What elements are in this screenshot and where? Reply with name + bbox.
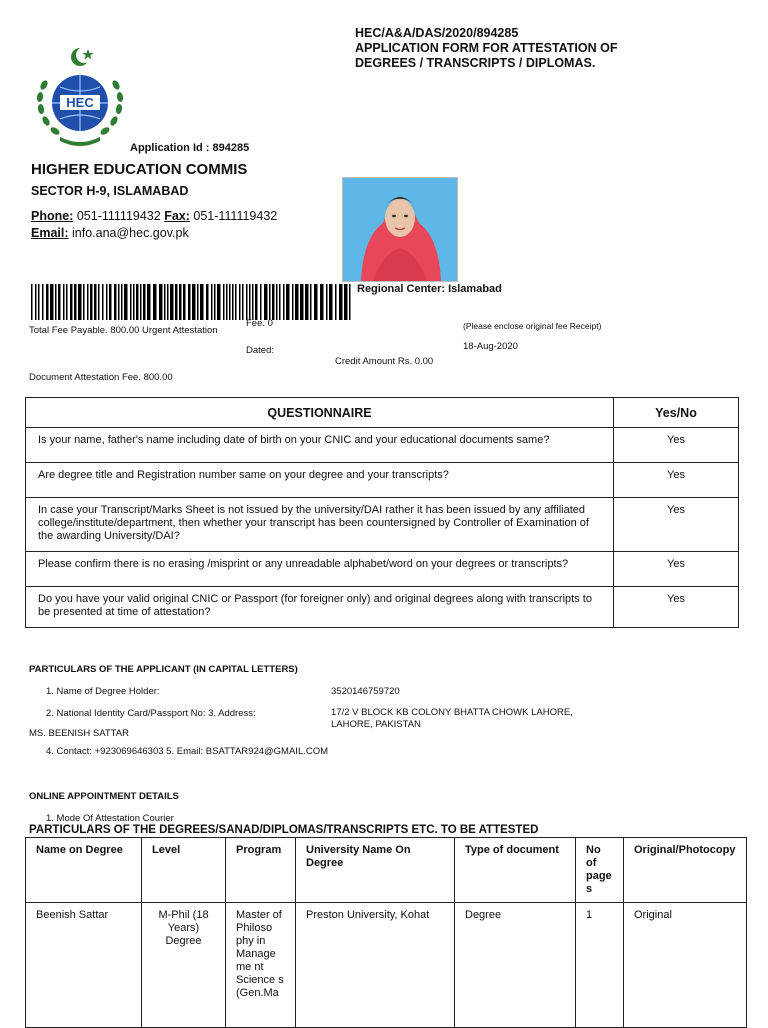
barcode-bar <box>183 284 186 320</box>
dated-value: 18-Aug-2020 <box>463 341 518 352</box>
answer: Yes <box>614 463 739 498</box>
barcode-bar <box>42 284 44 320</box>
regional-center: Regional Center: Islamabad <box>357 283 502 295</box>
col-document-type: Type of document <box>455 838 576 903</box>
applicant-name: MS. BEENISH SATTAR <box>29 728 129 739</box>
barcode-bar <box>349 284 351 320</box>
organization-name: HIGHER EDUCATION COMMIS <box>31 161 248 178</box>
barcode-bar <box>46 284 49 320</box>
barcode-bar <box>106 284 108 320</box>
question: Is your name, father's name including date of birth on your CNIC and your educational documents same? <box>26 428 614 463</box>
phone-line <box>31 208 277 225</box>
fax-label: Fax: <box>164 209 190 223</box>
barcode-bar <box>232 284 234 320</box>
fax-value: 051-111119432 <box>189 209 278 223</box>
barcode-bar <box>143 284 146 320</box>
col-original-photocopy: Original/Photocopy <box>624 838 747 903</box>
barcode-bar <box>70 284 73 320</box>
document-fee: Document Attestation Fee. 800.00 <box>29 372 173 383</box>
barcode-bar <box>295 284 299 320</box>
question: Are degree title and Registration number same on your degree and your transcripts? <box>26 463 614 498</box>
barcode-bar <box>87 284 89 320</box>
barcode-bar <box>279 284 281 320</box>
barcode-bar <box>226 284 228 320</box>
barcode-bar <box>223 284 225 320</box>
barcode-bar <box>118 284 120 320</box>
barcode-bar <box>74 284 77 320</box>
applicant-photo <box>342 177 458 282</box>
total-fee: Total Fee Payable. 800.00 Urgent Attestation <box>29 325 218 336</box>
barcode-bar <box>197 284 199 320</box>
barcode-bar <box>58 284 61 320</box>
barcode-bar <box>94 284 97 320</box>
barcode-bar <box>167 284 169 320</box>
hec-logo <box>30 45 130 153</box>
barcode-bar <box>200 284 204 320</box>
barcode-bar <box>206 284 209 320</box>
email-label: Email: <box>31 226 69 240</box>
answer: Yes <box>614 587 739 628</box>
answer: Yes <box>614 498 739 552</box>
barcode-bar <box>66 284 68 320</box>
answer: Yes <box>614 428 739 463</box>
cell-document-type: Degree <box>455 903 576 1028</box>
credit-amount: Credit Amount Rs. 0.00 <box>335 356 434 367</box>
barcode-bar <box>31 284 33 320</box>
table-row <box>26 428 739 463</box>
question: In case your Transcript/Marks Sheet is not issued by the university/DAI rather it has been issued by any affiliated college/institute/department, then whether your transcript has been countersigned by Controller of Examination of the awarding University/DAI? <box>26 498 614 552</box>
email-value: info.ana@hec.gov.pk <box>68 226 189 240</box>
barcode <box>31 284 353 320</box>
barcode-bar <box>211 284 213 320</box>
cnic-address-label: 2. National Identity Card/Passport No: 3. Address: <box>46 708 256 719</box>
questionnaire-header: QUESTIONNAIRE <box>26 398 614 428</box>
barcode-bar <box>255 284 258 320</box>
barcode-bar <box>114 284 117 320</box>
barcode-bar <box>326 284 328 320</box>
degrees-header-row <box>26 838 747 903</box>
contact-email-line: 4. Contact: +923069646303 5. Email: BSATTAR924@GMAIL.COM <box>46 746 329 757</box>
reference-number: HEC/A&A/DAS/2020/894285 <box>355 26 519 40</box>
cell-level: M-Phil (18 Years) Degree <box>142 903 226 1028</box>
email-line <box>31 225 277 242</box>
barcode-bar <box>229 284 231 320</box>
applicant-section-title: PARTICULARS OF THE APPLICANT (IN CAPITAL LETTERS) <box>29 664 298 675</box>
barcode-bar <box>314 284 318 320</box>
question: Do you have your valid original CNIC or Passport (for foreigner only) and original degrees along with transcripts to be presented at time of attestation? <box>26 587 614 628</box>
barcode-bar <box>320 284 324 320</box>
barcode-bar <box>50 284 54 320</box>
barcode-bar <box>83 284 85 320</box>
barcode-bar <box>102 284 104 320</box>
barcode-bar <box>239 284 241 320</box>
answer: Yes <box>614 552 739 587</box>
col-university: University Name On Degree <box>296 838 455 903</box>
degrees-section-title: PARTICULARS OF THE DEGREES/SANAD/DIPLOMAS/TRANSCRIPTS ETC. TO BE ATTESTED <box>29 824 539 836</box>
urgent-fee: Fee. 0 <box>246 318 273 329</box>
barcode-bar <box>283 284 285 320</box>
cell-pages: 1 <box>576 903 624 1028</box>
barcode-bar <box>38 284 40 320</box>
barcode-bar <box>63 284 65 320</box>
barcode-bar <box>124 284 128 320</box>
phone-label: Phone: <box>31 209 74 223</box>
form-title-line2: DEGREES / TRANSCRIPTS / DIPLOMAS. <box>355 56 596 70</box>
barcode-bar <box>344 284 348 320</box>
barcode-bar <box>109 284 112 320</box>
barcode-bar <box>217 284 221 320</box>
barcode-bar <box>147 284 151 320</box>
barcode-bar <box>159 284 163 320</box>
questionnaire-header-row <box>26 398 739 428</box>
barcode-bar <box>249 284 251 320</box>
barcode-bar <box>272 284 275 320</box>
cell-university: Preston University, Kohat <box>296 903 455 1028</box>
barcode-bar <box>35 284 37 320</box>
barcode-bar <box>170 284 174 320</box>
barcode-bar <box>335 284 337 320</box>
cnic-value: 3520146759720 <box>331 686 400 697</box>
barcode-bar <box>339 284 343 320</box>
cell-original: Original <box>624 903 747 1028</box>
barcode-bar <box>153 284 157 320</box>
address-line2: LAHORE, PAKISTAN <box>331 719 421 730</box>
barcode-bar <box>133 284 135 320</box>
address-line1: 17/2 V BLOCK KB COLONY BHATTA CHOWK LAHORE, <box>331 707 573 718</box>
barcode-bar <box>310 284 312 320</box>
barcode-bar <box>136 284 139 320</box>
barcode-bar <box>305 284 309 320</box>
barcode-bar <box>98 284 100 320</box>
barcode-bar <box>269 284 271 320</box>
cell-program: Master of Philoso phy in Manage me nt Science s (Gen.Ma <box>226 903 296 1028</box>
col-name-on-degree: Name on Degree <box>26 838 142 903</box>
question: Please confirm there is no erasing /misprint or any unreadable alphabet/word on your degrees or transcripts? <box>26 552 614 587</box>
barcode-bar <box>192 284 196 320</box>
name-label: 1. Name of Degree Holder: <box>46 686 160 697</box>
barcode-bar <box>292 284 294 320</box>
dated-label: Dated: <box>246 345 274 356</box>
questionnaire-table <box>25 397 739 628</box>
barcode-bar <box>164 284 166 320</box>
attestation-mode: 1. Mode Of Attestation Courier <box>46 813 174 824</box>
logo-text: HEC <box>66 95 94 110</box>
yes-no-header: Yes/No <box>614 398 739 428</box>
barcode-bar <box>235 284 237 320</box>
contact-block <box>31 208 277 242</box>
phone-value: 051-111119432 <box>73 209 165 223</box>
table-row <box>26 498 739 552</box>
form-title-line1: APPLICATION FORM FOR ATTESTATION OF <box>355 41 618 55</box>
barcode-bar <box>286 284 290 320</box>
form-header <box>355 26 755 71</box>
col-program: Program <box>226 838 296 903</box>
degrees-table <box>25 837 747 1028</box>
receipt-note: (Please enclose original fee Receipt) <box>463 321 602 331</box>
barcode-bar <box>329 284 333 320</box>
organization-address: SECTOR H-9, ISLAMABAD <box>31 184 189 198</box>
barcode-bar <box>246 284 248 320</box>
barcode-bar <box>130 284 132 320</box>
barcode-bar <box>55 284 57 320</box>
barcode-bar <box>78 284 82 320</box>
address-value <box>331 707 573 731</box>
barcode-bar <box>276 284 278 320</box>
barcode-bar <box>214 284 216 320</box>
barcode-bar <box>179 284 182 320</box>
cell-name: Beenish Sattar <box>26 903 142 1028</box>
barcode-bar <box>90 284 93 320</box>
barcode-bar <box>260 284 262 320</box>
barcode-bar <box>121 284 123 320</box>
barcode-bar <box>264 284 268 320</box>
barcode-bar <box>252 284 254 320</box>
col-level: Level <box>142 838 226 903</box>
barcode-bar <box>242 284 244 320</box>
appointment-section-title: ONLINE APPOINTMENT DETAILS <box>29 791 179 802</box>
col-pages: No of page s <box>576 838 624 903</box>
table-row <box>26 587 739 628</box>
barcode-bar <box>188 284 191 320</box>
table-row <box>26 552 739 587</box>
table-row <box>26 463 739 498</box>
barcode-bar <box>300 284 304 320</box>
barcode-bar <box>175 284 178 320</box>
table-row <box>26 903 747 1028</box>
application-id: Application Id : 894285 <box>130 142 250 154</box>
barcode-bar <box>140 284 142 320</box>
